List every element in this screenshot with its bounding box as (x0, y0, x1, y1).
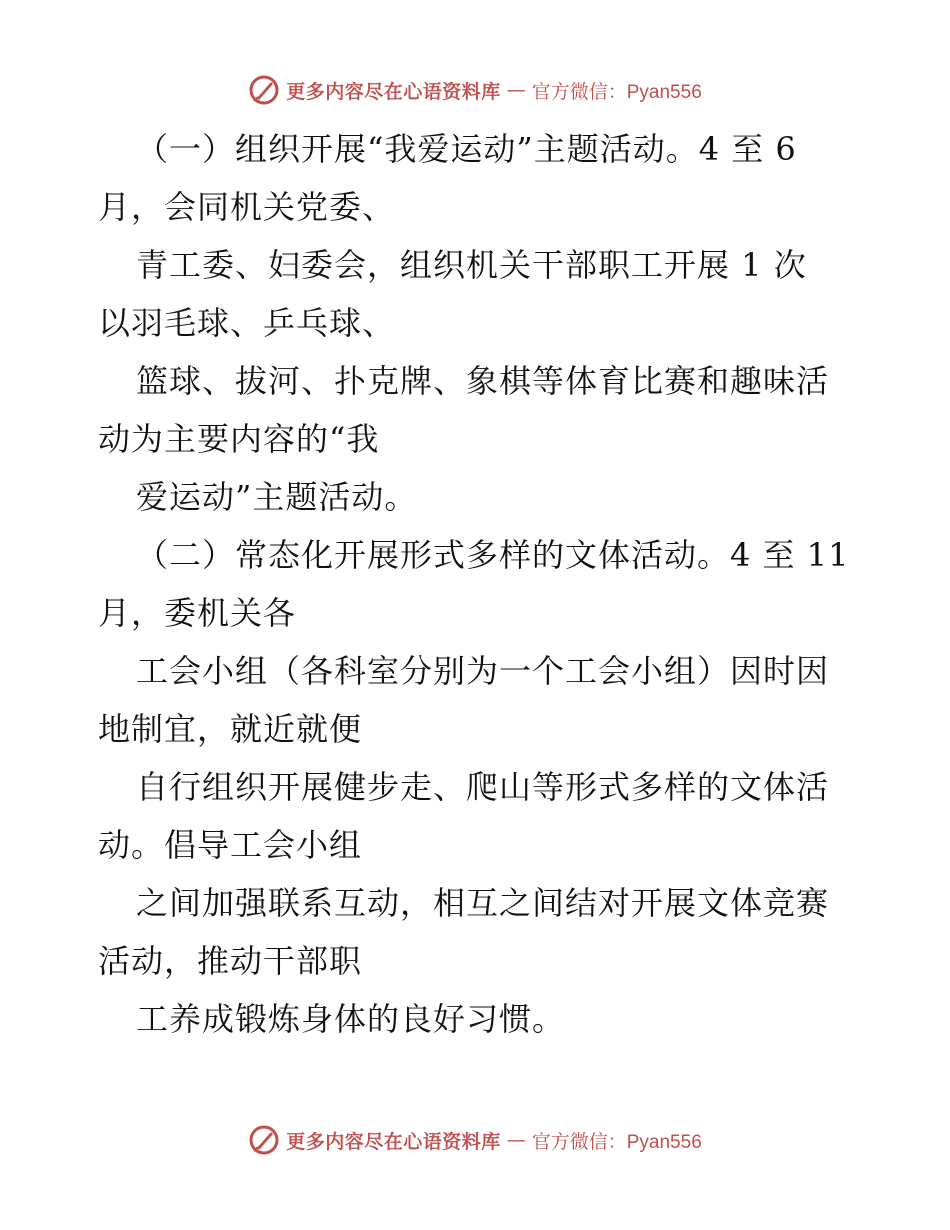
paragraph-line: 动。倡导工会小组 (98, 826, 363, 864)
paragraph-line: 工会小组（各科室分别为一个工会小组）因时因 (136, 652, 830, 690)
paragraph-line: 地制宜，就近就便 (98, 710, 363, 748)
document-body (98, 120, 858, 1048)
paragraph-line: 工养成锻炼身体的良好习惯。 (136, 1000, 566, 1038)
paragraph-line: 之间加强联系互动，相互之间结对开展文体竞赛 (136, 884, 830, 922)
paragraph-line: （一）组织开展“我爱运动”主题活动。4 至 6 (136, 130, 797, 168)
paragraph-line: 篮球、拔河、扑克牌、象棋等体育比赛和趣味活 (136, 362, 830, 400)
paragraph-line: 活动，推动干部职 (98, 942, 363, 980)
paragraph-line: 月，会同机关党委、 (98, 188, 396, 226)
paragraph-line: 青工委、妇委会，组织机关干部职工开展 1 次 (136, 246, 807, 284)
watermark-separator: — (506, 1129, 526, 1151)
watermark-text: 更多内容尽在心语资料库 (286, 80, 501, 103)
watermark-account: 官方微信：Pyan556 (531, 81, 702, 103)
paragraph-line: 月，委机关各 (98, 594, 297, 632)
watermark-account: 官方微信：Pyan556 (531, 1131, 702, 1153)
paragraph-line: （二）常态化开展形式多样的文体活动。4 至 11 (136, 536, 850, 574)
watermark-header (0, 70, 950, 110)
watermark-separator: — (506, 79, 526, 101)
paragraph-line: 动为主要内容的“我 (98, 420, 380, 458)
watermark-text: 更多内容尽在心语资料库 (286, 1130, 501, 1153)
quill-pen-logo-icon (248, 1124, 280, 1156)
paragraph-line: 自行组织开展健步走、爬山等形式多样的文体活 (136, 768, 830, 806)
watermark-footer (0, 1120, 950, 1160)
paragraph-line: 以羽毛球、乒乓球、 (98, 304, 396, 342)
paragraph-line: 爱运动”主题活动。 (136, 478, 418, 516)
quill-pen-logo-icon (248, 74, 280, 106)
